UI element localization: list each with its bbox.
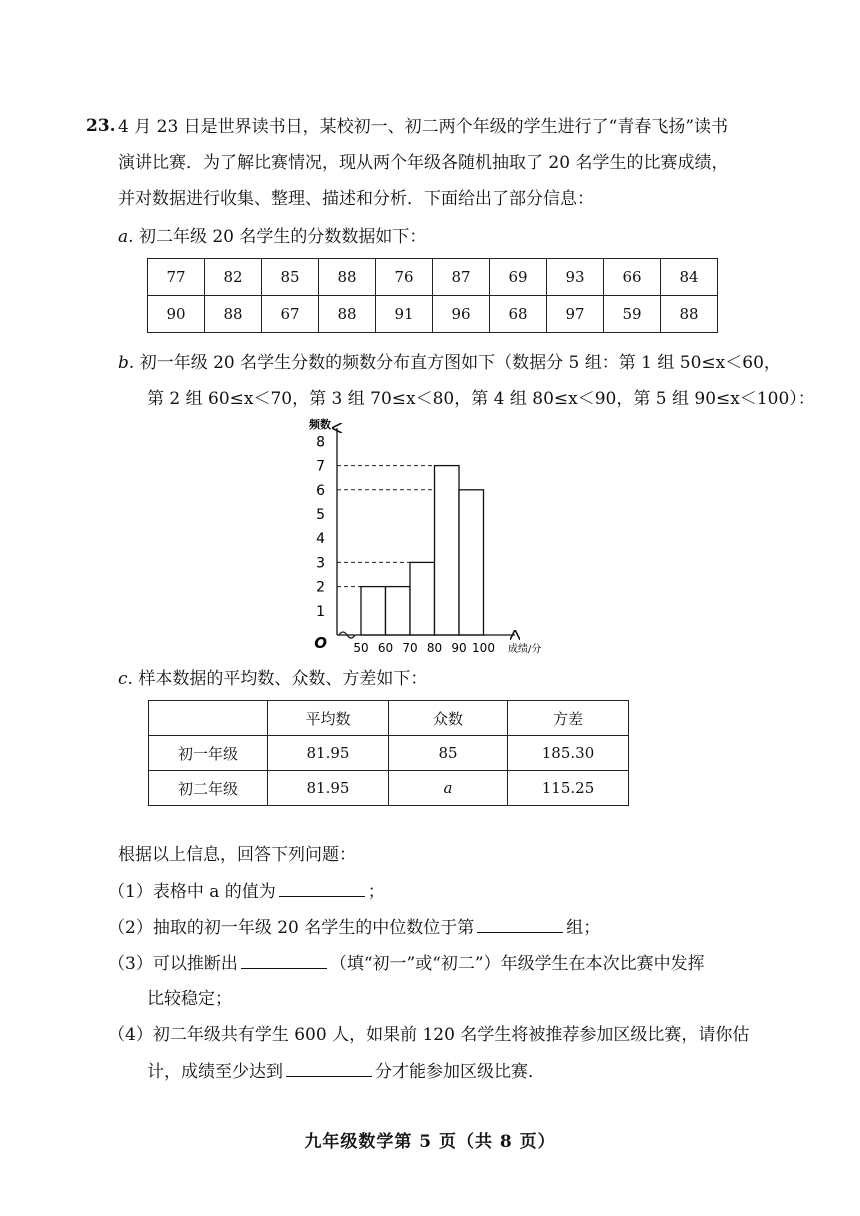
score-cell: 91 <box>376 296 433 333</box>
part-c-marker: c. <box>118 669 133 689</box>
q1 <box>108 880 385 903</box>
score-cell: 93 <box>547 259 604 296</box>
score-cell: 85 <box>262 259 319 296</box>
intro-line-1: 4 月 23 日是世界读书日，某校初一、初二两个年级的学生进行了“青春飞扬”读书 <box>118 117 729 137</box>
score-cell: 76 <box>376 259 433 296</box>
histogram-bar <box>361 587 386 635</box>
score-cell: 82 <box>205 259 262 296</box>
part-c-label <box>118 668 427 690</box>
stats-header-row <box>149 701 629 736</box>
stats-cell: 初二年级 <box>149 771 268 806</box>
y-tick-label: 6 <box>316 482 325 499</box>
stats-cell: 初一年级 <box>149 736 268 771</box>
grade2-scores-table <box>147 258 718 333</box>
y-tick-label: 3 <box>316 555 325 572</box>
y-axis-label: 频数 <box>309 418 331 431</box>
q2 <box>108 916 600 939</box>
y-tick-label: 8 <box>316 434 325 451</box>
part-a-text: 初二年级 20 名学生的分数数据如下： <box>138 227 427 247</box>
page-footer: 九年级数学第 5 页（共 8 页） <box>304 1132 556 1152</box>
score-cell: 88 <box>319 296 376 333</box>
y-tick-label: 5 <box>316 507 325 523</box>
stats-header-cell: 众数 <box>389 701 508 736</box>
score-cell: 87 <box>433 259 490 296</box>
q4-answer-blank[interactable] <box>286 1060 372 1077</box>
score-cell: 69 <box>490 259 547 296</box>
stats-cell: 115.25 <box>508 771 629 806</box>
histogram-bar <box>386 587 411 635</box>
stats-header-cell: 方差 <box>508 701 629 736</box>
stats-cell: 81.95 <box>268 736 389 771</box>
score-cell: 88 <box>205 296 262 333</box>
origin-label: O <box>314 634 327 652</box>
score-cell: 77 <box>148 259 205 296</box>
score-cell: 68 <box>490 296 547 333</box>
x-tick-label: 50 <box>353 641 369 655</box>
q3-answer-blank[interactable] <box>241 952 327 969</box>
q3-rest: （填“初一”或“初二”）年级学生在本次比赛中发挥 <box>329 954 705 974</box>
intro-line-2: 演讲比赛．为了解比赛情况，现从两个年级各随机抽取了 20 名学生的比赛成绩， <box>118 153 729 173</box>
histogram-chart <box>290 414 560 664</box>
x-tick-label: 90 <box>451 641 467 655</box>
score-cell: 67 <box>262 296 319 333</box>
q1-end: ； <box>367 882 385 902</box>
x-tick-label: 100 <box>472 641 495 655</box>
score-cell: 97 <box>547 296 604 333</box>
question-number: 23. <box>86 116 116 136</box>
x-tick-label: 80 <box>426 641 443 655</box>
q4-continued <box>147 1060 545 1083</box>
q3 <box>108 952 705 975</box>
score-row <box>148 259 718 296</box>
y-tick-label: 4 <box>316 531 325 548</box>
part-b-line-2: 第 2 组 60≤x＜70，第 3 组 70≤x＜80，第 4 组 80≤x＜90，第 5 组 90≤x＜100）： <box>147 389 815 409</box>
part-b-text-1: 初一年级 20 名学生分数的频数分布直方图如下（数据分 5 组：第 1 组 50≤x＜60， <box>139 353 781 373</box>
q3-text: （3）可以推断出 <box>108 954 238 974</box>
score-cell: 96 <box>433 296 490 333</box>
q4: （4）初二年级共有学生 600 人，如果前 120 名学生将被推荐参加区级比赛，请你估 <box>108 1025 750 1045</box>
stats-cell: 185.30 <box>508 736 629 771</box>
score-cell: 88 <box>661 296 718 333</box>
y-tick-label: 7 <box>316 458 325 475</box>
y-tick-label: 2 <box>316 579 325 596</box>
stats-row <box>149 771 629 806</box>
q4-text: 计，成绩至少达到 <box>147 1062 283 1082</box>
x-tick-label: 60 <box>377 641 394 655</box>
x-tick-label: 70 <box>402 641 418 655</box>
score-cell: 66 <box>604 259 661 296</box>
questions-lead: 根据以上信息，回答下列问题： <box>118 845 356 865</box>
q2-end: 组； <box>566 918 601 938</box>
stats-cell: a <box>389 771 508 806</box>
score-cell: 88 <box>319 259 376 296</box>
histogram-bar <box>435 466 460 635</box>
histogram-bar <box>410 562 435 635</box>
intro-line-3: 并对数据进行收集、整理、描述和分析．下面给出了部分信息： <box>118 189 594 209</box>
q1-answer-blank[interactable] <box>279 880 365 897</box>
part-a-marker: a. <box>118 227 134 247</box>
q4-end: 分才能参加区级比赛． <box>375 1062 545 1082</box>
score-cell: 59 <box>604 296 661 333</box>
stats-header-cell: 平均数 <box>268 701 389 736</box>
stats-cell: 85 <box>389 736 508 771</box>
stats-cell: 81.95 <box>268 771 389 806</box>
stats-header-cell <box>149 701 268 736</box>
stats-table <box>148 700 629 806</box>
part-a-label <box>118 226 426 248</box>
score-row <box>148 296 718 333</box>
y-tick-label: 1 <box>316 603 325 620</box>
q2-text: （2）抽取的初一年级 20 名学生的中位数位于第 <box>108 918 475 938</box>
x-axis-label: 成绩/分 <box>508 644 542 655</box>
part-c-text: 样本数据的平均数、众数、方差如下： <box>138 669 428 689</box>
q2-answer-blank[interactable] <box>477 916 563 933</box>
part-b-marker: b. <box>118 353 135 373</box>
stats-row <box>149 736 629 771</box>
q1-text: （1）表格中 a 的值为 <box>108 882 276 902</box>
score-cell: 90 <box>148 296 205 333</box>
histogram-bar <box>459 490 484 635</box>
part-b-line-1 <box>118 352 781 374</box>
score-cell: 84 <box>661 259 718 296</box>
q3-continued: 比较稳定； <box>147 989 232 1009</box>
